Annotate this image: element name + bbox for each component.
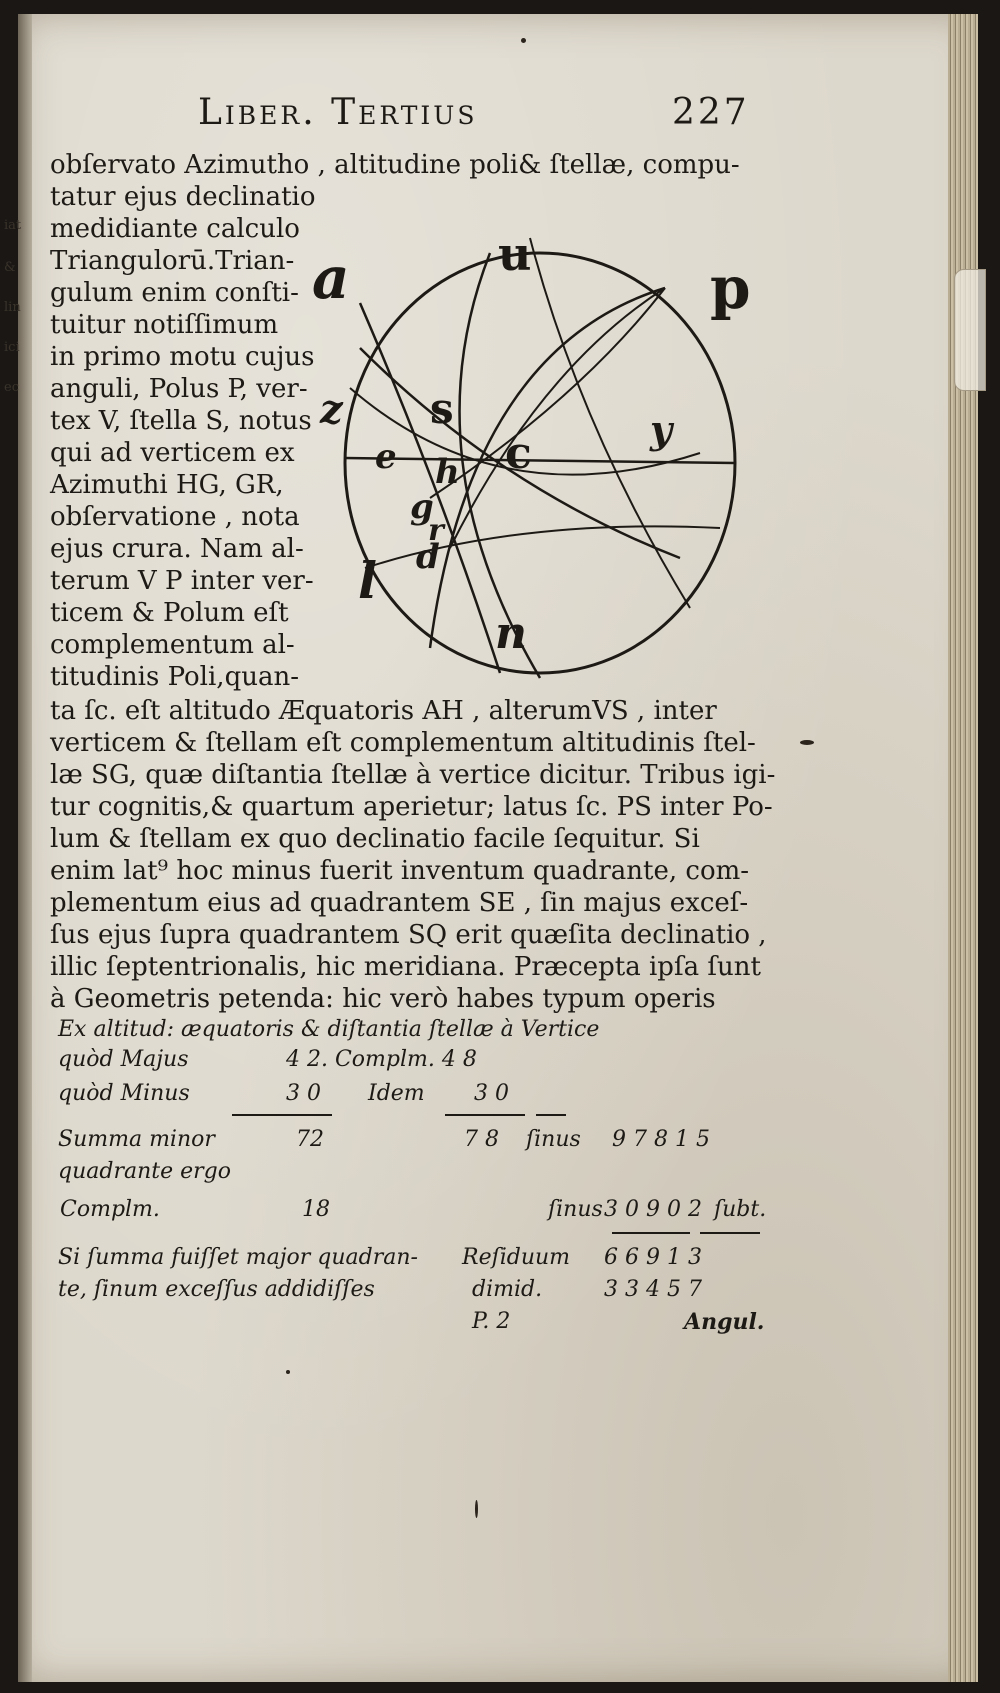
diagram-label-e: e <box>375 437 397 477</box>
compl-label: Complm. <box>60 1197 160 1222</box>
summa-sum: 7 8 <box>464 1127 499 1152</box>
row-minus-label: quòd Minus <box>58 1081 190 1106</box>
row-minus-idem: Idem <box>368 1081 425 1106</box>
diagram-label-l: l <box>358 551 377 610</box>
note-line-1: Si ſumma fuiſſet major quadran- <box>58 1245 418 1270</box>
margin-fragment: lin <box>4 300 21 315</box>
body-line: Azimuthi HG, GR, <box>50 470 284 500</box>
diagram-label-y: y <box>650 407 673 452</box>
body-line: ſus ejus ſupra quadrantem SQ erit quæſita declinatio , <box>50 920 767 950</box>
row-majus-label: quòd Majus <box>58 1047 189 1072</box>
body-line: læ SG, quæ diſtantia ſtellæ à vertice dicitur. Tribus igi- <box>50 760 776 790</box>
body-line: verticem & ſtellam eſt complementum altitudinis ſtel- <box>50 728 756 758</box>
residuum-label: Reſiduum <box>462 1245 571 1270</box>
running-head-title: Liber. Tertius <box>198 92 478 133</box>
body-line: tatur ejus declinatio <box>50 182 316 212</box>
spherical-triangle-diagram <box>312 227 760 698</box>
computation-heading: Ex altitud: æquatoris & diſtantia ſtellæ à Vertice <box>58 1017 600 1042</box>
body-line: tex V, ſtella S, notus <box>50 406 312 436</box>
body-line: medidiante calculo <box>50 214 300 244</box>
diagram-label-c: c <box>505 428 532 479</box>
page-clip <box>954 269 986 391</box>
body-line: obſervatione , nota <box>50 502 300 532</box>
margin-fragment: iat <box>4 218 22 233</box>
body-line: Triangulorū.Trian- <box>50 246 295 276</box>
diagram-label-n: n <box>495 608 527 659</box>
paper-speck <box>521 38 526 43</box>
margin-fragment: ici <box>4 340 20 355</box>
body-line: complementum al- <box>50 630 295 660</box>
paper-speck <box>286 1370 290 1374</box>
diff-rule <box>700 1232 760 1234</box>
body-line: à Geometris petenda: hic verò habes typum operis <box>50 984 716 1014</box>
body-line: obſervato Azimutho , altitudine poli& ſtellæ, compu- <box>50 150 740 180</box>
diagram-label-r: r <box>428 513 444 548</box>
diff-rule <box>612 1232 690 1234</box>
row-minus-value-2: 3 0 <box>474 1081 509 1106</box>
row-minus-value: 3 0 <box>286 1081 321 1106</box>
body-line: terum V P inter ver- <box>50 566 314 596</box>
body-line: qui ad verticem ex <box>50 438 295 468</box>
diagram-label-h: h <box>435 452 460 492</box>
row-majus-value: 4 2. Complm. 4 8 <box>286 1047 477 1072</box>
body-line: in primo motu cujus <box>50 342 315 372</box>
body-line: tur cognitis,& quartum aperietur; latus ſc. PS inter Po- <box>50 792 773 822</box>
diagram-label-g: g <box>410 487 434 527</box>
sum-rule <box>445 1114 525 1116</box>
body-line: ticem & Polum eſt <box>50 598 289 628</box>
paper-speck <box>475 1500 478 1518</box>
sinus-label: ſinus <box>526 1127 581 1152</box>
page-block-edges <box>948 14 978 1682</box>
body-line: anguli, Polus P, ver- <box>50 374 308 404</box>
summa-value: 72 <box>296 1127 324 1152</box>
catchword: Angul. <box>684 1309 765 1335</box>
diagram-label-p: p <box>710 254 751 322</box>
dimid-value: 3 3 4 5 7 <box>604 1277 702 1302</box>
body-line: gulum enim conſti- <box>50 278 299 308</box>
subt-label: ſubt. <box>714 1197 767 1222</box>
summa-label: Summa minor <box>58 1127 215 1152</box>
compl-value: 18 <box>302 1197 330 1222</box>
signature-mark: P. 2 <box>472 1309 511 1334</box>
body-line: ejus crura. Nam al- <box>50 534 304 564</box>
note-line-2: te, ſinum exceſſus addidiſſes <box>58 1277 375 1302</box>
body-line: ta ſc. eſt altitudo Æquatoris AH , alterumVS , inter <box>50 696 717 726</box>
dimid-label: dimid. <box>472 1277 543 1302</box>
diagram-label-a: a <box>312 244 350 312</box>
diagram-label-d: d <box>416 537 440 577</box>
residuum-value: 6 6 9 1 3 <box>604 1245 702 1270</box>
summa-label-2: quadrante ergo <box>58 1159 231 1184</box>
page-number: 227 <box>672 92 750 133</box>
sum-rule <box>536 1114 566 1116</box>
sinus-label-2: ſinus <box>548 1197 603 1222</box>
body-line: lum & ſtellam ex quo declinatio facile ſequitur. Si <box>50 824 700 854</box>
paper-speck <box>800 740 814 745</box>
body-line: plementum eius ad quadrantem SE , ſin majus exceſ- <box>50 888 749 918</box>
margin-fragment: & <box>4 260 16 275</box>
diagram-label-z: z <box>320 386 343 433</box>
body-line: tuitur notiſſimum <box>50 310 279 340</box>
diagram-label-u: u <box>498 227 532 281</box>
body-line: illic ſeptentrionalis, hic meridiana. Præcepta ipſa ſunt <box>50 952 761 982</box>
sinus-value: 9 7 8 1 5 <box>612 1127 710 1152</box>
body-line: titudinis Poli,quan- <box>50 662 299 692</box>
diagram-label-s: s <box>430 384 454 433</box>
facing-page-edge <box>18 14 32 1682</box>
body-line: enim lat⁹ hoc minus fuerit inventum quadrante, com- <box>50 856 750 886</box>
sinus-value-2: 3 0 9 0 2 <box>604 1197 702 1222</box>
margin-fragment: ec <box>4 380 19 395</box>
sum-rule <box>232 1114 332 1116</box>
